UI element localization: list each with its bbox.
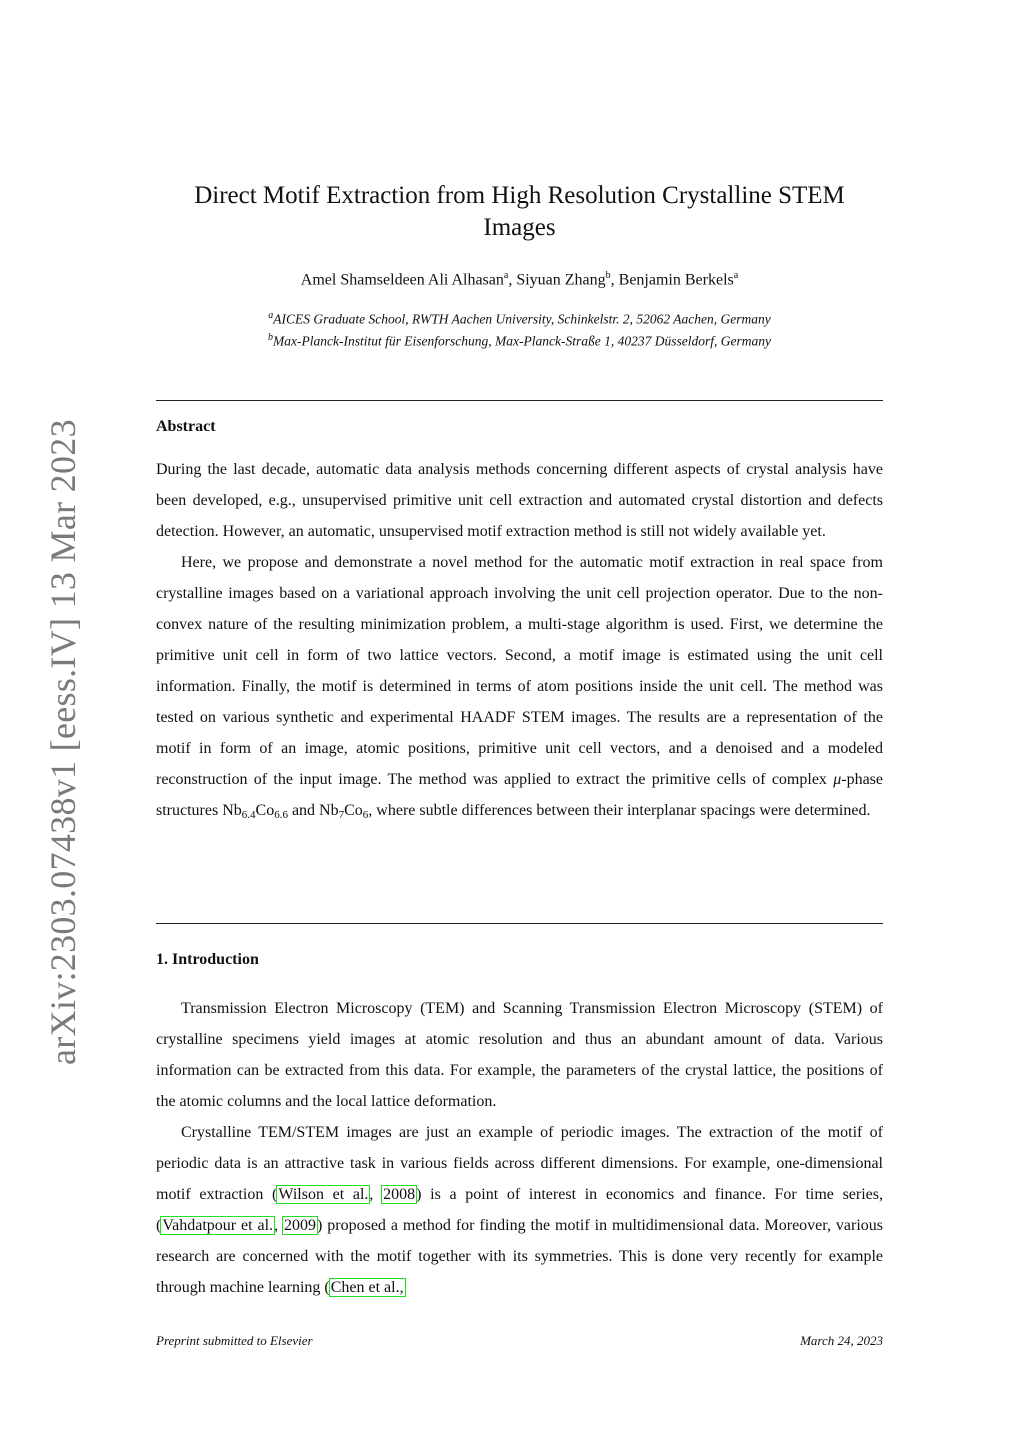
formula-nb: Nb bbox=[222, 802, 242, 819]
abstract-top-rule bbox=[156, 400, 883, 401]
abstract-body bbox=[156, 454, 883, 831]
affiliation-mark: b bbox=[605, 270, 611, 281]
affiliation-text: Max-Planck-Institut für Eisenforschung, Max-Planck-Straße 1, 40237 Düsseldorf, Germany bbox=[273, 333, 771, 348]
citation-link[interactable]: Vahdatpour et al. bbox=[162, 1217, 274, 1234]
abstract-heading: Abstract bbox=[156, 418, 216, 435]
intro-paragraph bbox=[156, 1117, 883, 1303]
formula-subscript: 6 bbox=[362, 809, 369, 821]
affiliation-mark: a bbox=[268, 310, 274, 321]
mu-symbol: μ bbox=[833, 771, 842, 788]
author-list bbox=[156, 270, 883, 289]
author-name: Amel Shamseldeen Ali Alhasan bbox=[300, 271, 504, 289]
affiliations bbox=[156, 307, 883, 350]
author-separator: , bbox=[508, 271, 517, 289]
formula-nb: Nb bbox=[319, 802, 339, 819]
formula-subscript: 7 bbox=[338, 809, 345, 821]
intro-paragraph: Transmission Electron Microscopy (TEM) and Scanning Transmission Electron Microscopy (STEM) of crystalline specimens yield images at atomic resolution and thus an abundant amount of data. Various information can be extracted from this data. For example, the parameters of the crystal lattice, the positions of the atomic columns and the local lattice deformation. bbox=[156, 1000, 883, 1110]
footer-preprint-note: Preprint submitted to Elsevier bbox=[156, 1333, 313, 1348]
abstract-paragraph: During the last decade, automatic data analysis methods concerning different aspects of crystal analysis have been developed, e.g., unsupervised primitive unit cell extraction and automated crystal distortion and defects detection. However, an automatic, unsupervised motif extraction method is still not widely available yet. bbox=[156, 461, 883, 540]
arxiv-identifier: arXiv:2303.07438v1 [eess.IV] 13 Mar 2023 bbox=[43, 419, 83, 1065]
citation-link[interactable]: 2008 bbox=[383, 1186, 416, 1203]
affiliation-line bbox=[156, 307, 883, 329]
footer-date: March 24, 2023 bbox=[800, 1333, 883, 1348]
intro-text: ) is a point of interest in economics and finance. For time series, ( bbox=[156, 1186, 884, 1234]
formula-co: Co bbox=[255, 802, 275, 819]
section-heading-introduction: 1. Introduction bbox=[156, 951, 259, 968]
formula-co: Co bbox=[344, 802, 363, 819]
citation-link[interactable]: Wilson et al. bbox=[278, 1186, 369, 1203]
intro-text: , bbox=[274, 1217, 283, 1234]
introduction-body bbox=[156, 993, 883, 1303]
paper-title: Direct Motif Extraction from High Resolution Crystalline STEM Images bbox=[194, 182, 845, 241]
abstract-paragraph bbox=[156, 547, 883, 831]
author-name: Benjamin Berkels bbox=[618, 271, 734, 289]
abstract-text: Here, we propose and demonstrate a novel method for the automatic motif extraction in real space from crystalline images based on a variational approach involving the unit cell projection operator. Due to the non-convex nature of the resulting minimization problem, a multi-stage algorithm is used. First, we determine the primitive unit cell in form of two lattice vectors. Second, a motif image is estimated using the unit cell information. Finally, the motif is determined in terms of atom positions inside the unit cell. The method was tested on various synthetic and experimental HAADF STEM images. The results are a representation of the motif in form of an image, atomic positions, primitive unit cell vectors, and a denoised and a modeled reconstruction of the input image. The method was applied to extract the primitive cells of complex bbox=[156, 554, 883, 788]
abstract-text: , where subtle differences between their interplanar spacings were determined. bbox=[368, 802, 871, 819]
affiliation-mark: a bbox=[503, 270, 509, 281]
formula-subscript: 6.4 bbox=[241, 809, 256, 821]
affiliation-line bbox=[156, 329, 883, 351]
author-separator: , bbox=[610, 271, 619, 289]
citation-link[interactable]: 2009 bbox=[284, 1217, 316, 1234]
abstract-bottom-rule bbox=[156, 923, 883, 924]
abstract-text: and bbox=[287, 802, 320, 819]
affiliation-mark: a bbox=[733, 270, 739, 281]
citation-link[interactable]: Chen et al., bbox=[330, 1279, 404, 1296]
affiliation-text: AICES Graduate School, RWTH Aachen University, Schinkelstr. 2, 52062 Aachen, Germany bbox=[273, 311, 771, 327]
affiliation-mark: b bbox=[268, 331, 274, 343]
intro-text: ) proposed a method for finding the motif in multidimensional data. Moreover, various research are concerned with the motif together with its symmetries. This is done very recently for example through machine learning ( bbox=[156, 1217, 884, 1296]
intro-text: Crystalline TEM/STEM images are just an example of periodic images. The extraction of the motif of periodic data is an attractive task in various fields across different dimensions. For example, one-dimensional motif extraction ( bbox=[156, 1124, 883, 1203]
formula-subscript: 6.6 bbox=[274, 809, 288, 821]
author-name: Siyuan Zhang bbox=[516, 271, 606, 289]
intro-text: , bbox=[369, 1186, 383, 1203]
abstract-text: -phase structures bbox=[156, 771, 883, 819]
